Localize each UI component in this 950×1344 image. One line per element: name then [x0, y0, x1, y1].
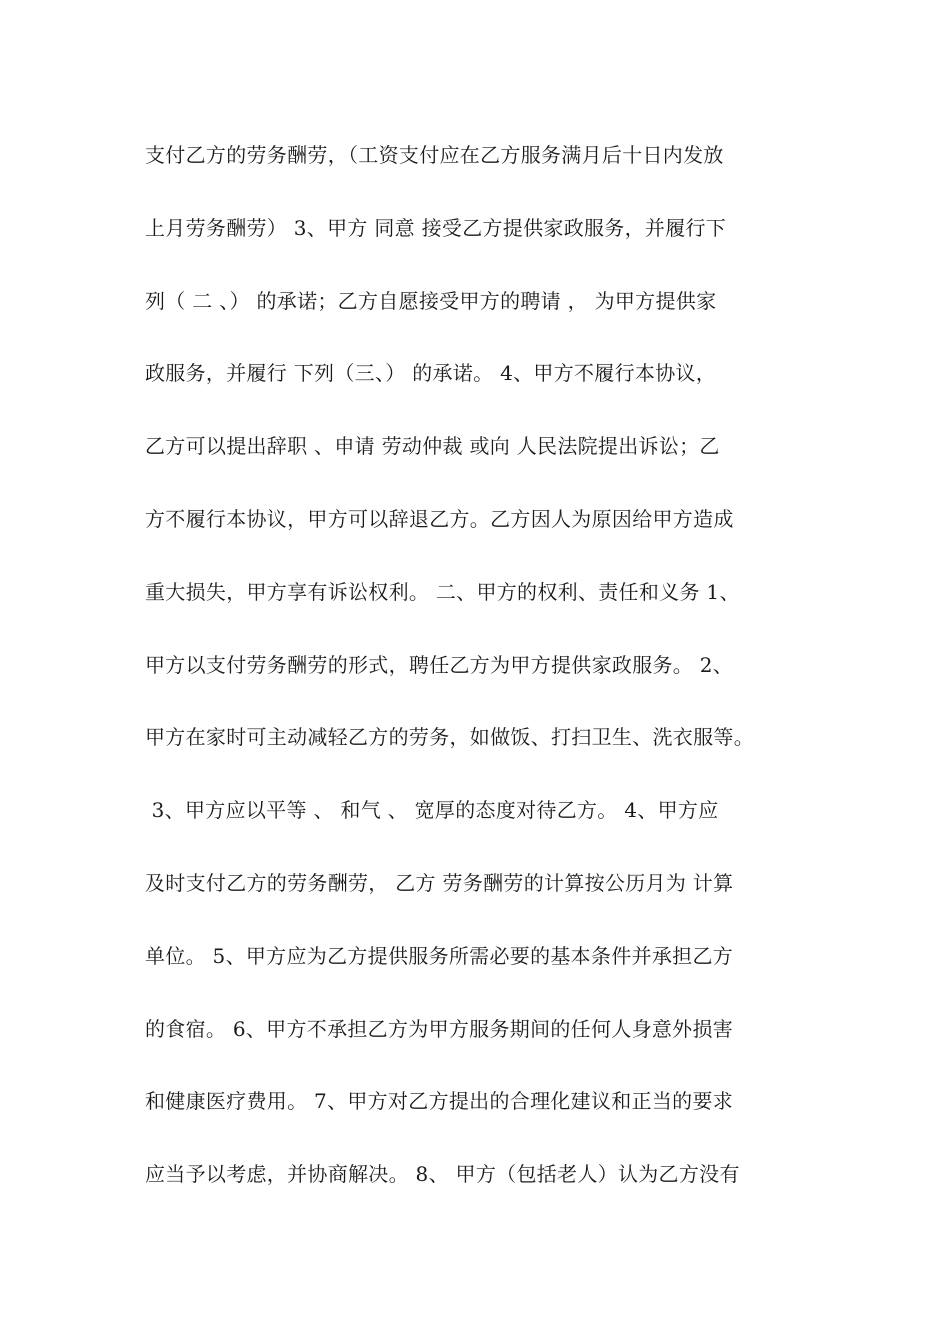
text-line: 及时支付乙方的劳务酬劳， 乙方 劳务酬劳的计算按公历月为 计算	[145, 870, 734, 895]
text-line: 3、甲方应以平等 、 和气 、 宽厚的态度对待乙方。 4、甲方应	[145, 798, 719, 823]
text-line: 乙方可以提出辞职 、申请 劳动仲裁 或向 人民法院提出诉讼；乙	[145, 434, 720, 459]
text-line: 重大损失，甲方享有诉讼权利。 二、甲方的权利、责任和义务 1、	[145, 579, 740, 604]
text-line: 甲方以支付劳务酬劳的形式，聘任乙方为甲方提供家政服务。 2、	[145, 652, 734, 677]
text-line: 甲方在家时可主动减轻乙方的劳务，如做饭、打扫卫生、洗衣服等。	[145, 725, 754, 750]
text-line: 支付乙方的劳务酬劳，（工资支付应在乙方服务满月后十日内发放	[145, 143, 724, 167]
document-body	[145, 128, 825, 1220]
text-line: 应当予以考虑，并协商解决。 8、 甲方（包括老人）认为乙方没有	[145, 1162, 740, 1187]
text-line: 单位。 5、甲方应为乙方提供服务所需必要的基本条件并承担乙方	[145, 943, 734, 968]
text-line: 的食宿。 6、甲方不承担乙方为甲方服务期间的任何人身意外损害	[145, 1016, 734, 1041]
text-line: 方不履行本协议，甲方可以辞退乙方。乙方因人为原因给甲方造成	[145, 506, 734, 531]
text-line: 政服务，并履行 下列（三、） 的承诺。 4、甲方不履行本协议，	[145, 361, 717, 386]
text-line: 上月劳务酬劳） 3、甲方 同意 接受乙方提供家政服务，并履行下	[145, 215, 727, 240]
text-line: 和健康医疗费用。 7、甲方对乙方提出的合理化建议和正当的要求	[145, 1089, 734, 1114]
text-line: 列（ 二 、） 的承诺；乙方自愿接受甲方的聘请 ， 为甲方提供家	[145, 288, 717, 313]
